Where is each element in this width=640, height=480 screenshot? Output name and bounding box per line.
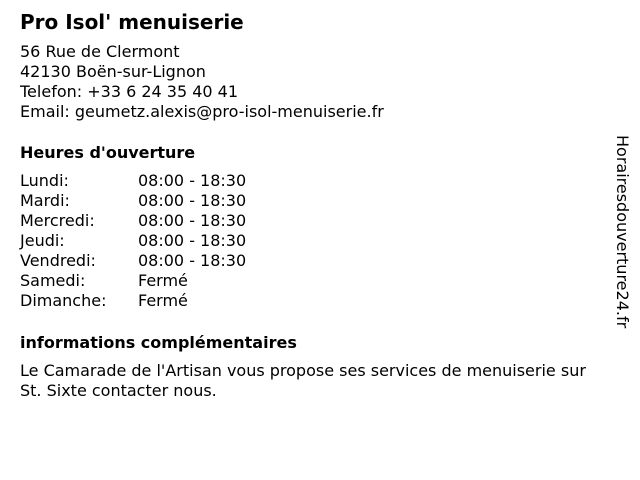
business-name: Pro Isol' menuiserie xyxy=(20,10,244,34)
hours-time: Fermé xyxy=(138,271,188,290)
phone-number: Telefon: +33 6 24 35 40 41 xyxy=(20,82,239,101)
business-card xyxy=(20,10,610,401)
hours-day: Samedi: xyxy=(20,271,86,290)
hours-row-friday xyxy=(20,251,610,271)
hours-time: 08:00 - 18:30 xyxy=(138,171,247,190)
hours-row-monday xyxy=(20,171,610,191)
address-city: 42130 Boën-sur-Lignon xyxy=(20,62,206,81)
hours-day: Dimanche: xyxy=(20,291,107,310)
hours-row-sunday xyxy=(20,291,610,311)
hours-row-saturday xyxy=(20,271,610,291)
opening-hours-list xyxy=(20,171,610,311)
email-address: Email: geumetz.alexis@pro-isol-menuiserie.fr xyxy=(20,102,384,121)
hours-time: 08:00 - 18:30 xyxy=(138,211,247,230)
hours-time: 08:00 - 18:30 xyxy=(138,251,247,270)
additional-info-text: Le Camarade de l'Artisan vous propose ses services de menuiserie sur St. Sixte contacter nous. xyxy=(20,361,586,400)
hours-day: Mercredi: xyxy=(20,211,95,230)
additional-info-heading: informations complémentaires xyxy=(20,333,297,352)
hours-row-wednesday xyxy=(20,211,610,231)
opening-hours-heading: Heures d'ouverture xyxy=(20,143,196,162)
hours-time: 08:00 - 18:30 xyxy=(138,191,247,210)
hours-day: Mardi: xyxy=(20,191,70,210)
site-brand-vertical: Horairesdouverture24.fr xyxy=(613,135,632,329)
hours-time: Fermé xyxy=(138,291,188,310)
hours-day: Lundi: xyxy=(20,171,69,190)
hours-row-tuesday xyxy=(20,191,610,211)
hours-row-thursday xyxy=(20,231,610,251)
hours-day: Vendredi: xyxy=(20,251,96,270)
hours-time: 08:00 - 18:30 xyxy=(138,231,247,250)
address-street: 56 Rue de Clermont xyxy=(20,42,180,61)
address-block xyxy=(20,42,610,122)
hours-day: Jeudi: xyxy=(20,231,65,250)
